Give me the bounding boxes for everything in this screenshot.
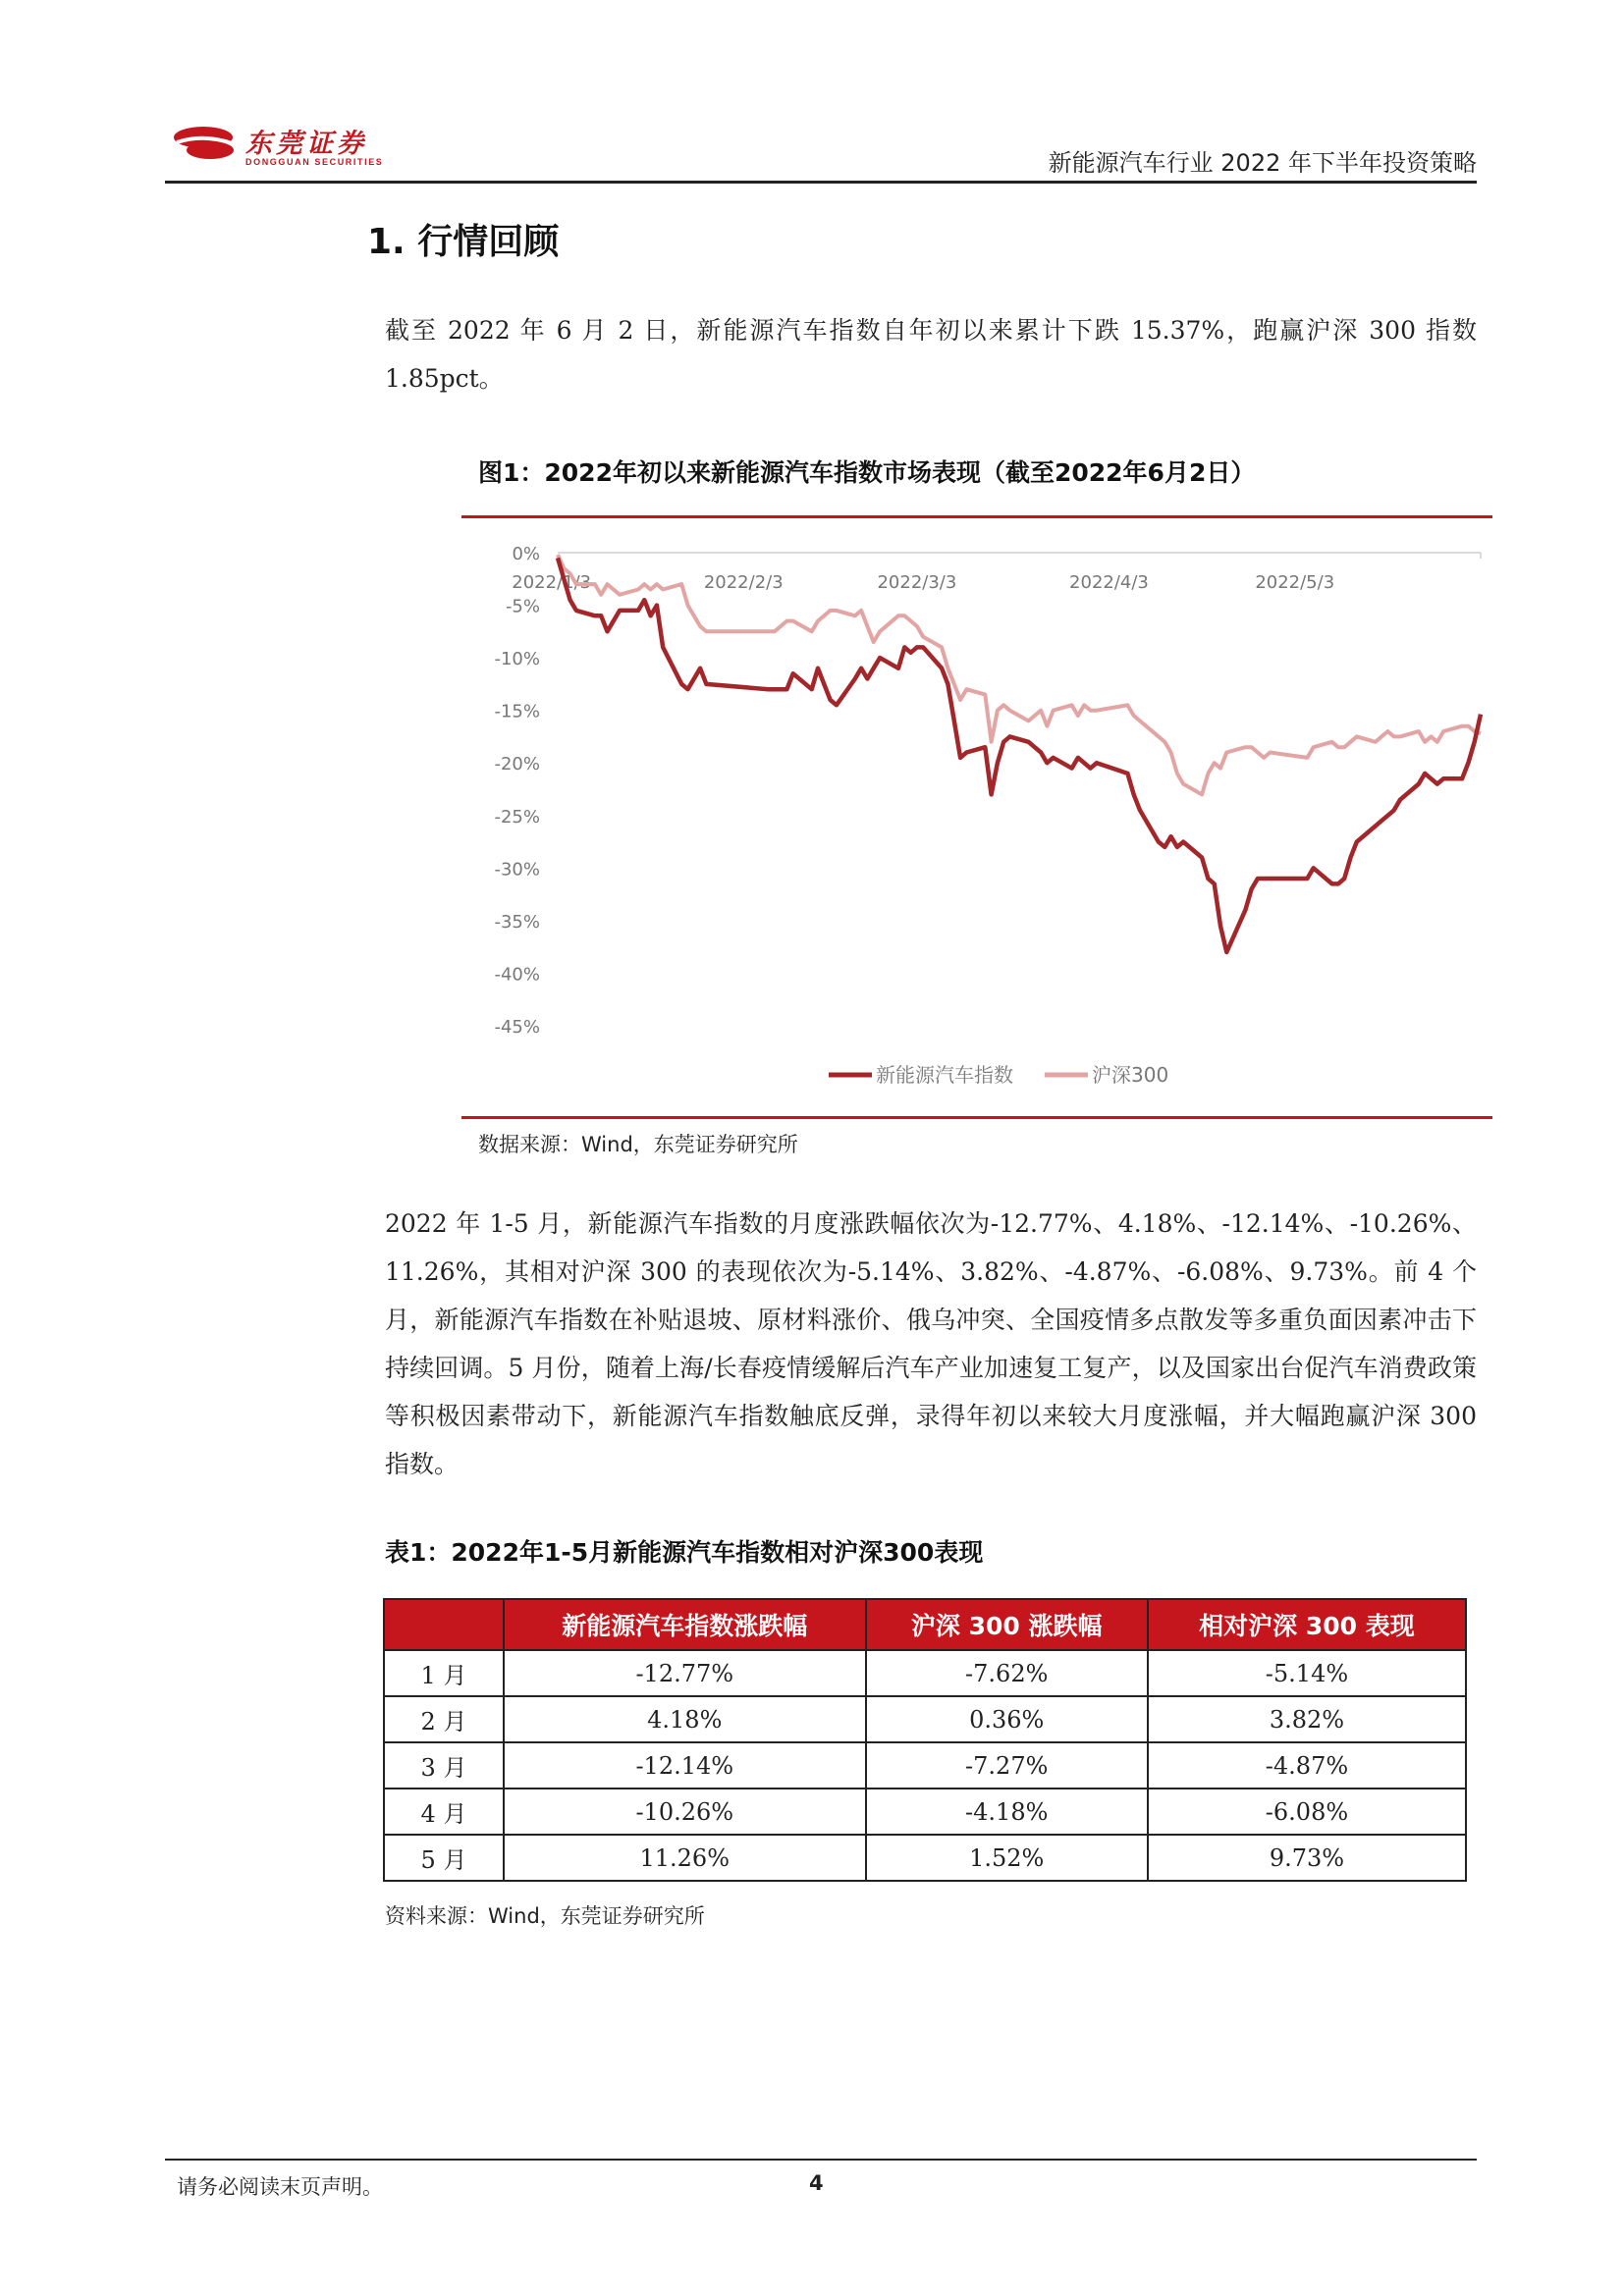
table-header-row: [384, 1599, 1466, 1650]
table-header-cell: 沪深 300 涨跌幅: [866, 1599, 1148, 1650]
table-cell: 1.52%: [866, 1835, 1148, 1881]
table-row: [384, 1650, 1466, 1696]
page-number: 4: [809, 2171, 824, 2195]
monthly-performance-table: [383, 1598, 1467, 1882]
table-cell: 3.82%: [1148, 1696, 1466, 1742]
table-cell-month: 2 月: [384, 1696, 504, 1742]
y-tick-label: -20%: [494, 754, 540, 775]
table-cell: -12.77%: [504, 1650, 866, 1696]
intro-paragraph: 截至 2022 年 6 月 2 日，新能源汽车指数自年初以来累计下跌 15.37%，跑赢沪深 300 指数 1.85pct。: [385, 316, 1477, 393]
y-tick-label: -40%: [494, 964, 540, 986]
table-cell-month: 4 月: [384, 1789, 504, 1835]
page-header: [165, 116, 1477, 183]
table-cell-month: 5 月: [384, 1835, 504, 1881]
figure-bottom-rule: [461, 1116, 1492, 1119]
y-tick-label: 0%: [512, 544, 540, 564]
y-tick-label: -25%: [494, 806, 540, 828]
company-logo: [165, 116, 460, 175]
table-cell: 11.26%: [504, 1835, 866, 1881]
table-row: [384, 1835, 1466, 1881]
line-chart: [461, 520, 1492, 1109]
y-tick-label: -5%: [505, 596, 540, 617]
x-tick-label: 2022/2/3: [703, 572, 784, 593]
logo-text-en: DONGGUAN SECURITIES: [245, 157, 384, 167]
table-cell: 4.18%: [504, 1696, 866, 1742]
x-tick-label: 2022/4/3: [1069, 572, 1149, 593]
table-row: [384, 1696, 1466, 1742]
table-cell: -4.18%: [866, 1789, 1148, 1835]
figure-caption: 图1：2022年初以来新能源汽车指数市场表现（截至2022年6月2日）: [478, 458, 1256, 487]
x-tick-label: 2022/1/3: [512, 572, 592, 593]
report-title: 新能源汽车行业 2022 年下半年投资策略: [1048, 149, 1477, 177]
table-cell-month: 3 月: [384, 1742, 504, 1789]
section-title: 1. 行情回顾: [367, 222, 560, 262]
y-tick-label: -15%: [494, 701, 540, 722]
legend-label-2: 沪深300: [1092, 1063, 1169, 1087]
table-cell: 9.73%: [1148, 1835, 1466, 1881]
table-cell: -7.27%: [866, 1742, 1148, 1789]
header-divider: [165, 181, 1477, 184]
legend-label-1: 新能源汽车指数: [876, 1063, 1013, 1087]
table-cell: -5.14%: [1148, 1650, 1466, 1696]
table-header-cell: 新能源汽车指数涨跌幅: [504, 1599, 866, 1650]
table-cell: -4.87%: [1148, 1742, 1466, 1789]
y-tick-label: -35%: [494, 911, 540, 933]
table-header-cell: 相对沪深 300 表现: [1148, 1599, 1466, 1650]
table-cell: -7.62%: [866, 1650, 1148, 1696]
figure-top-rule: [461, 515, 1492, 518]
x-tick-label: 2022/3/3: [877, 572, 957, 593]
table-cell-month: 1 月: [384, 1650, 504, 1696]
table-header-cell: [384, 1599, 504, 1650]
table-caption: 表1：2022年1-5月新能源汽车指数相对沪深300表现: [385, 1538, 984, 1567]
table-cell: 0.36%: [866, 1696, 1148, 1742]
y-tick-label: -30%: [494, 859, 540, 881]
figure-source: 数据来源：Wind，东莞证券研究所: [478, 1133, 798, 1156]
table-row: [384, 1789, 1466, 1835]
logo-text-cn: 东莞证券: [245, 129, 367, 159]
analysis-paragraph: 2022 年 1-5 月，新能源汽车指数的月度涨跌幅依次为-12.77%、4.18%、-12.14%、-10.26%、11.26%，其相对沪深 300 的表现依次为-5.14%、3.82%、-4.87%、-6.08%、9.73%。前 4 个月，新能源汽车指数在补贴退坡、原材料涨价、俄乌冲突、全国疫情多点散发等多重负面因素冲击下持续回调。5 月份，随着上海/长春疫情缓解后汽车产业加速复工复产，以及国家出台促汽车消费政策等积极因素带动下，新能源汽车指数触底反弹，录得年初以来较大月度涨幅，并大幅跑赢沪深 300 指数。: [385, 1209, 1477, 1478]
footer-divider: [165, 2159, 1477, 2161]
y-tick-label: -45%: [494, 1017, 540, 1038]
logo-mark-icon: [171, 124, 236, 163]
footer-disclaimer: 请务必阅读末页声明。: [177, 2175, 383, 2199]
table-cell: -10.26%: [504, 1789, 866, 1835]
table-source: 资料来源：Wind，东莞证券研究所: [385, 1904, 705, 1928]
table-cell: -12.14%: [504, 1742, 866, 1789]
table-cell: -6.08%: [1148, 1789, 1466, 1835]
table-row: [384, 1742, 1466, 1789]
y-tick-label: -10%: [494, 649, 540, 670]
x-tick-label: 2022/5/3: [1255, 572, 1335, 593]
